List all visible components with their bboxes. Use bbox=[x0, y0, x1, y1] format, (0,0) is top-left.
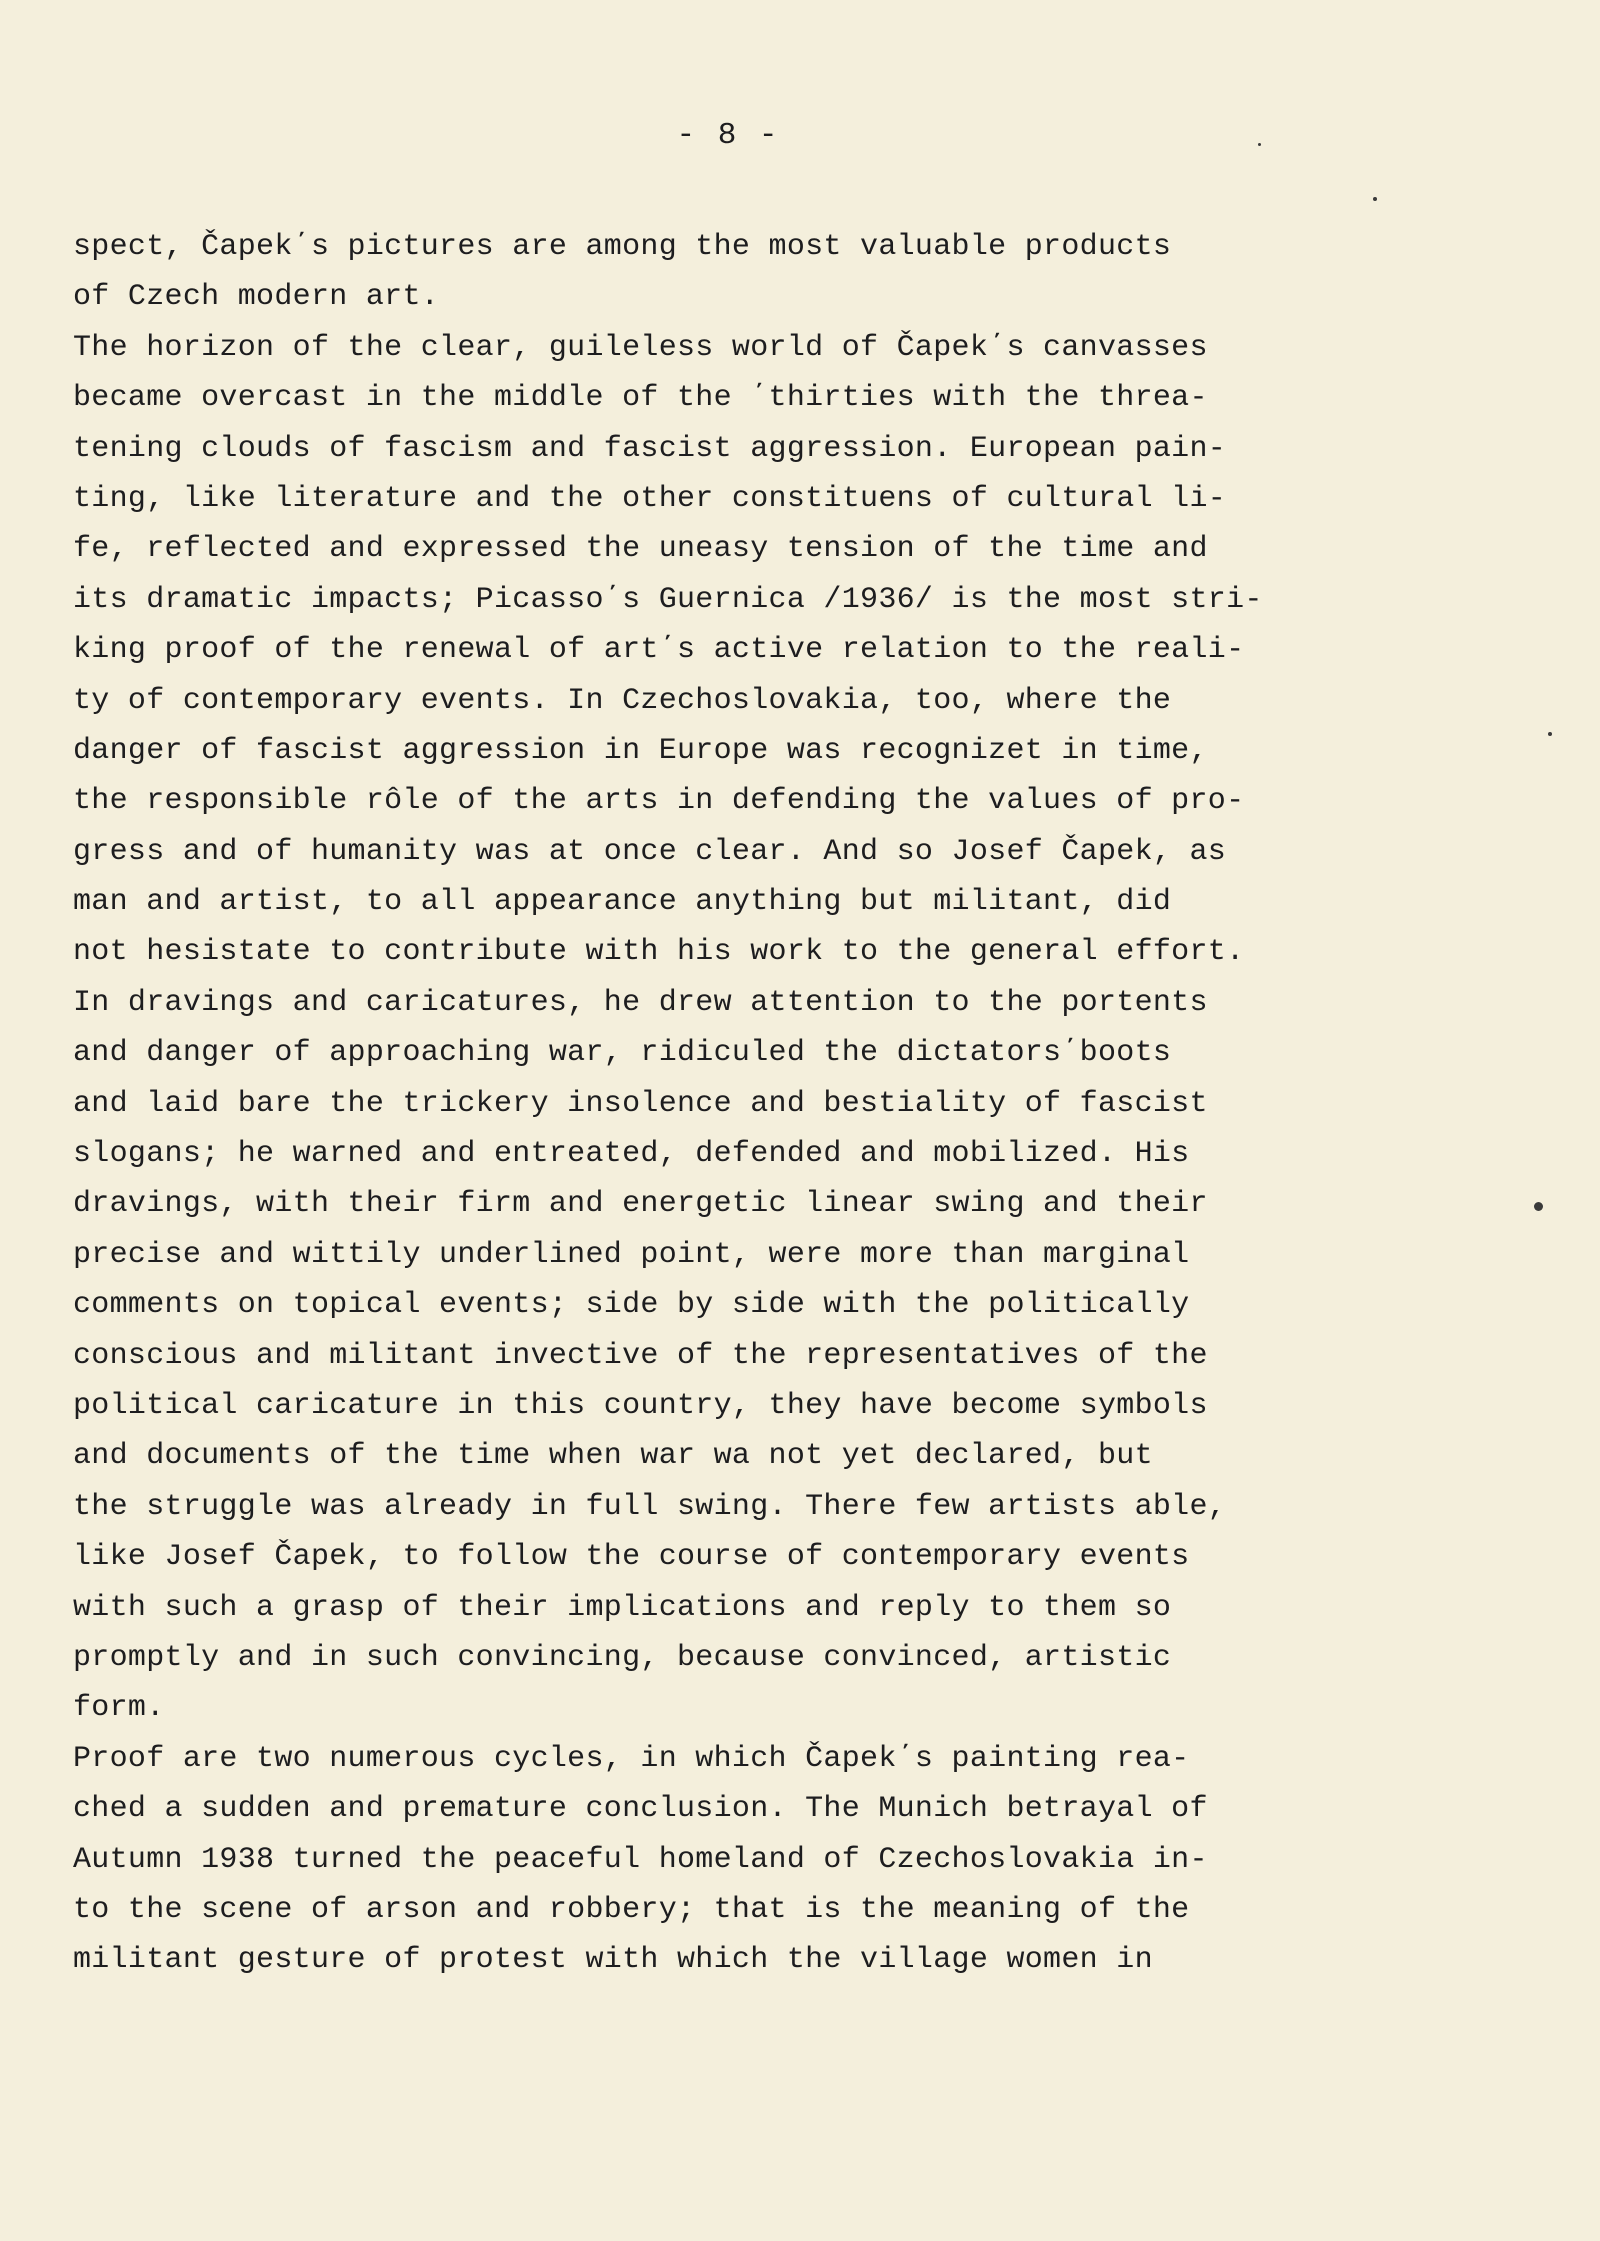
text-line: Proof are two numerous cycles, in which Čapek΄s painting rea- bbox=[73, 1741, 1190, 1776]
text-line: In dravings and caricatures, he drew attention to the portents bbox=[73, 985, 1208, 1020]
text-line: fe, reflected and expressed the uneasy tension of the time and bbox=[73, 532, 1208, 567]
text-line: form. bbox=[73, 1691, 165, 1726]
text-line: ting, like literature and the other constituens of cultural li- bbox=[73, 481, 1227, 516]
text-line: the struggle was already in full swing. There few artists able, bbox=[73, 1489, 1227, 1524]
text-line: like Josef Čapek, to follow the course of contemporary events bbox=[73, 1540, 1190, 1575]
paper-speck bbox=[1534, 1202, 1543, 1211]
text-line: its dramatic impacts; Picasso΄s Guernica /1936/ is the most stri- bbox=[73, 582, 1263, 617]
text-line: to the scene of arson and robbery; that is the meaning of the bbox=[73, 1892, 1190, 1927]
text-line: promptly and in such convincing, because convinced, artistic bbox=[73, 1640, 1172, 1675]
text-line: conscious and militant invective of the representatives of the bbox=[73, 1338, 1208, 1373]
text-line: and laid bare the trickery insolence and bestiality of fascist bbox=[73, 1086, 1208, 1121]
text-line: of Czech modern art. bbox=[73, 280, 440, 315]
text-line: Autumn 1938 turned the peaceful homeland of Czechoslovakia in- bbox=[73, 1842, 1208, 1877]
text-line: militant gesture of protest with which the village women in bbox=[73, 1943, 1153, 1978]
paper-speck bbox=[1548, 732, 1552, 736]
text-line: danger of fascist aggression in Europe was recognizet in time, bbox=[73, 733, 1208, 768]
text-line: comments on topical events; side by side with the politically bbox=[73, 1288, 1190, 1323]
text-line: ty of contemporary events. In Czechoslovakia, too, where the bbox=[73, 683, 1172, 718]
text-line: king proof of the renewal of art΄s active relation to the reali- bbox=[73, 633, 1245, 668]
text-line: became overcast in the middle of the ΄thirties with the threa- bbox=[73, 381, 1208, 416]
text-line: tening clouds of fascism and fascist aggression. European pain- bbox=[73, 431, 1227, 466]
text-line: the responsible rôle of the arts in defending the values of pro- bbox=[73, 784, 1245, 819]
text-line: man and artist, to all appearance anything but militant, did bbox=[73, 885, 1172, 920]
text-line: spect, Čapek΄s pictures are among the most valuable products bbox=[73, 230, 1172, 264]
text-line: not hesistate to contribute with his work to the general effort. bbox=[73, 935, 1245, 970]
text-line: The horizon of the clear, guileless world of Čapek΄s canvasses bbox=[73, 330, 1208, 365]
text-line: precise and wittily underlined point, were more than marginal bbox=[73, 1237, 1190, 1272]
text-line: ched a sudden and premature conclusion. The Munich betrayal of bbox=[73, 1792, 1208, 1827]
text-line: dravings, with their firm and energetic linear swing and their bbox=[73, 1187, 1208, 1222]
text-line: and documents of the time when war wa not yet declared, but bbox=[73, 1439, 1153, 1474]
text-line: slogans; he warned and entreated, defended and mobilized. His bbox=[73, 1137, 1190, 1172]
text-line: and danger of approaching war, ridiculed the dictators΄boots bbox=[73, 1036, 1172, 1071]
paper-speck bbox=[1258, 143, 1261, 146]
text-line: with such a grasp of their implications and reply to them so bbox=[73, 1590, 1172, 1625]
text-line: gress and of humanity was at once clear. And so Josef Čapek, as bbox=[73, 834, 1227, 869]
text-line: political caricature in this country, they have become symbols bbox=[73, 1388, 1208, 1423]
body-text bbox=[73, 222, 1363, 1986]
paper-speck bbox=[1373, 197, 1377, 201]
page-number: - 8 - bbox=[676, 118, 780, 153]
